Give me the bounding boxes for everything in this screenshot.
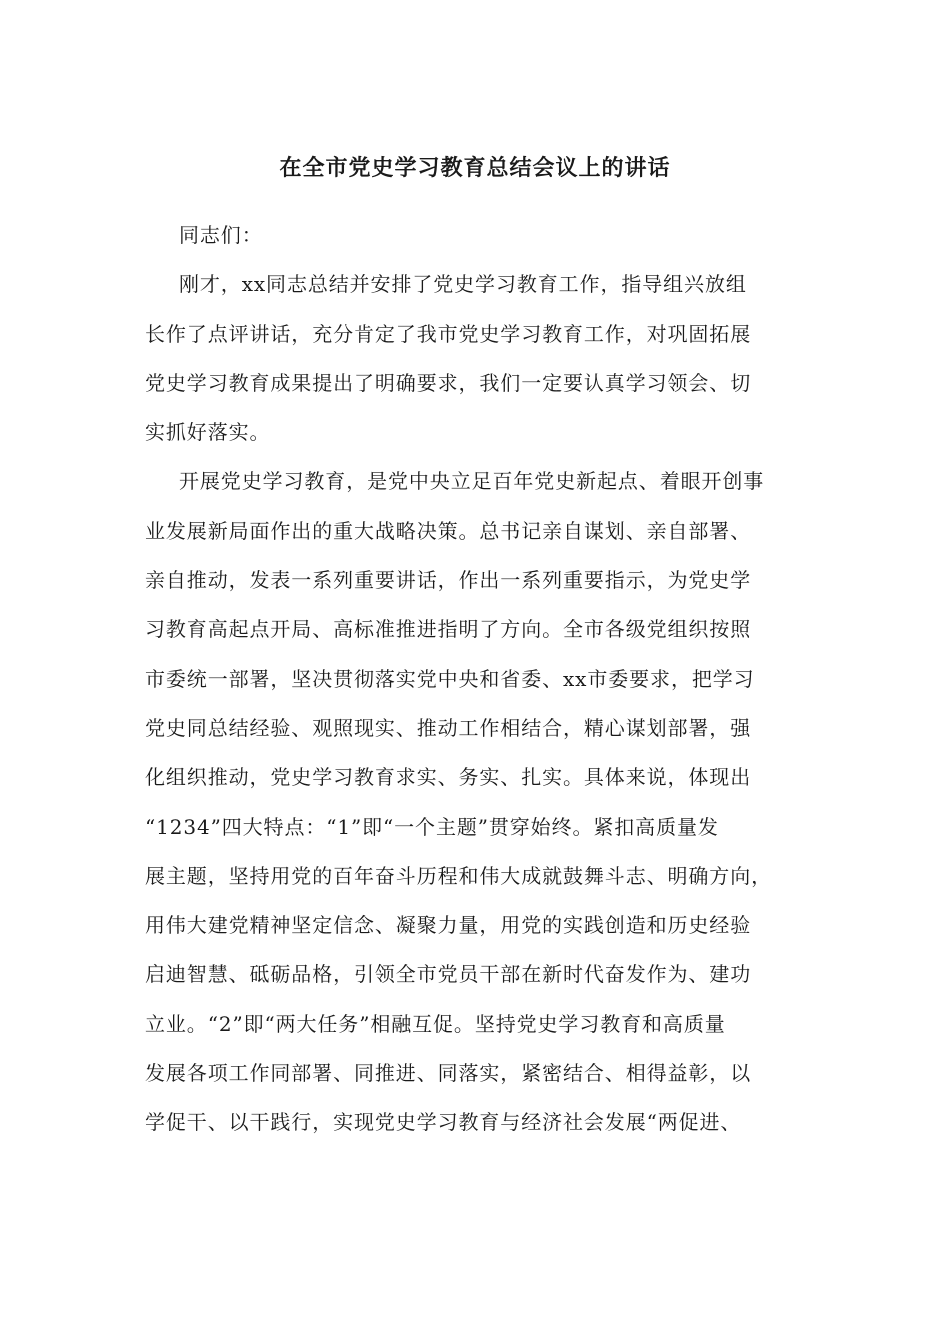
text-line: 化组织推动，党史学习教育求实、务实、扎实。具体来说，体现出 [145,765,752,790]
text-line: “1234”四大特点：“1”即“一个主题”贯穿始终。紧扣高质量发 [145,814,719,839]
document-title: 在全市党史学习教育总结会议上的讲话 [279,155,671,181]
salutation: 同志们： [179,223,263,247]
text-line: 长作了点评讲话，充分肯定了我市党史学习教育工作，对巩固拓展 [145,321,752,346]
text-line: 发展各项工作同部署、同推进、同落实，紧密结合、相得益彰，以 [145,1061,752,1086]
text-line: 刚才，xx同志总结并安排了党史学习教育工作，指导组兴放组 [179,272,747,297]
text-line: 业发展新局面作出的重大战略决策。总书记亲自谋划、亲自部署、 [145,518,752,543]
document-body [145,220,807,1157]
text-line: 市委统一部署，坚决贯彻落实党中央和省委、xx市委要求，把学习 [145,666,755,691]
text-line: 实抓好落实。 [145,420,271,445]
text-line: 开展党史学习教育，是党中央立足百年党史新起点、着眼开创事 [179,469,765,494]
text-line: 党史同总结经验、观照现实、推动工作相结合，精心谋划部署，强 [145,715,752,740]
paragraph-2 [145,466,807,1156]
text-line: 展主题，坚持用党的百年奋斗历程和伟大成就鼓舞斗志、明确方向， [145,863,772,888]
text-line: 立业。“2”即“两大任务”相融互促。坚持党史学习教育和高质量 [145,1011,726,1036]
paragraph-1 [145,269,807,466]
text-line: 用伟大建党精神坚定信念、凝聚力量，用党的实践创造和历史经验 [145,913,752,938]
text-line: 党史学习教育成果提出了明确要求，我们一定要认真学习领会、切 [145,370,752,395]
text-line: 学促干、以干践行，实现党史学习教育与经济社会发展“两促进、 [145,1110,742,1135]
text-line: 启迪智慧、砥砺品格，引领全市党员干部在新时代奋发作为、建功 [145,962,752,987]
text-line: 亲自推动，发表一系列重要讲话，作出一系列重要指示，为党史学 [145,568,752,593]
text-line: 习教育高起点开局、高标准推进指明了方向。全市各级党组织按照 [145,617,752,642]
